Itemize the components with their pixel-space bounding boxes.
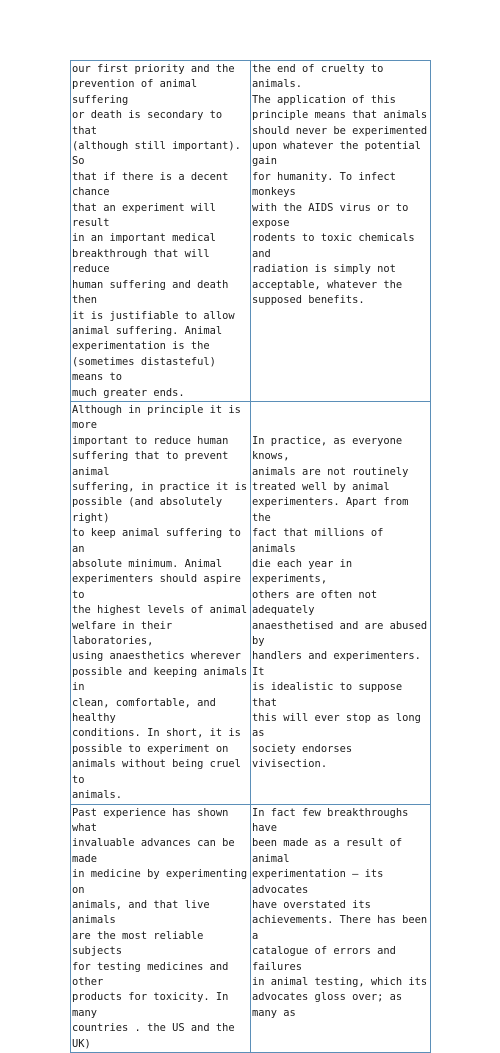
table-row [71, 61, 431, 402]
row-1-left-cell: our first priority and the prevention of animal suffering or death is secondary to that (although still important). So that if there is a decent chance that an experiment will result in an important medical breakthrough that will reduce human suffering and death then it is justifiable to allow animal suffering. Animal experimentation is the (sometimes distasteful) means to much greater ends. [71, 61, 251, 402]
row-2-left-cell: Although in principle it is more important to reduce human suffering that to prevent animal suffering, in practice it is possible (and absolutely right) to keep animal suffering to an absolute minimum. Animal experimenters should aspire to the highest levels of animal welfare in their laboratories, using anaesthetics wherever possible and keeping animals in clean, comfortable, and healthy conditions. In short, it is possible to experiment on animals without being cruel to animals. [71, 401, 251, 804]
row-2-right-cell: In practice, as everyone knows, animals are not routinely treated well by animal experimenters. Apart from the fact that millions of animals die each year in experiments, others are often not adequately anaesthetised and are abused by handlers and experimenters. It is idealistic to suppose that this will ever stop as long as society endorses vivisection. [251, 401, 431, 804]
row-1-right-cell: the end of cruelty to animals. The application of this principle means that animals should never be experimented upon whatever the potential gain for humanity. To infect monkeys with the AIDS virus or to expose rodents to toxic chemicals and radiation is simply not acceptable, whatever the supposed benefits. [251, 61, 431, 402]
row-3-right-cell: In fact few breakthroughs have been made as a result of animal experimentation – its advocates have overstated its achievements. There has been a catalogue of errors and failures in animal testing, which its advocates gloss over; as many as [251, 804, 431, 1053]
row-3-left-cell: Past experience has shown what invaluable advances can be made in medicine by experimenting on animals, and that live animals are the most reliable subjects for testing medicines and other products for toxicity. In many countries . the US and the UK) [71, 804, 251, 1053]
table-row [71, 401, 431, 804]
table-row [71, 804, 431, 1053]
argument-table [70, 60, 431, 1053]
